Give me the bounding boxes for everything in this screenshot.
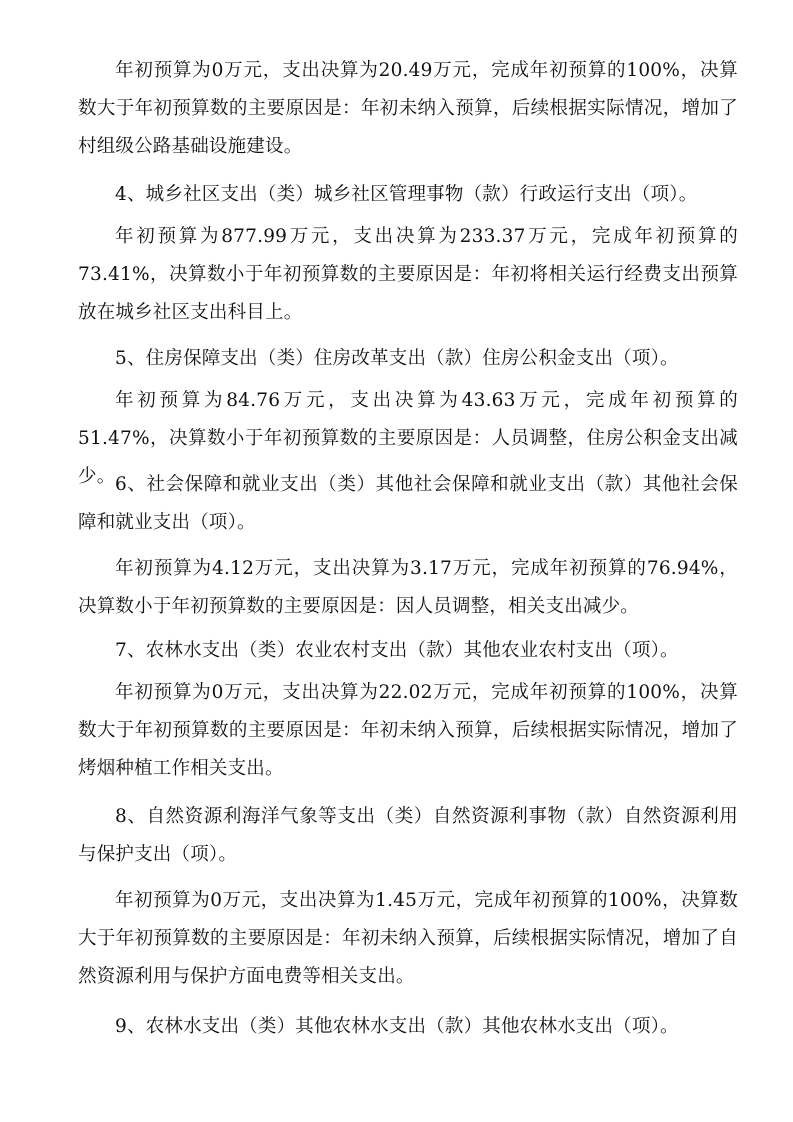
paragraph-road-construction-budget: 年初预算为0万元，支出决算为20.49万元，完成年初预算的100%，决算数大于年初预算数的主要原因是：年初未纳入预算，后续根据实际情况，增加了村组级公路基础设施建设。 bbox=[78, 60, 738, 157]
paragraph-urban-rural-budget: 年初预算为877.99万元，支出决算为233.37万元，完成年初预算的73.41%，决算数小于年初预算数的主要原因是：年初将相关运行经费支出预算放在城乡社区支出科目上。 bbox=[78, 226, 738, 323]
heading-urban-rural-community: 4、城乡社区支出（类）城乡社区管理事物（款）行政运行支出（项）。 bbox=[115, 184, 698, 205]
heading-housing-security: 5、住房保障支出（类）住房改革支出（款）住房公积金支出（项）。 bbox=[115, 348, 679, 369]
paragraph-housing-budget: 年初预算为84.76万元，支出决算为43.63万元，完成年初预算的51.47%，决算数小于年初预算数的主要原因是：人员调整，住房公积金支出减少。 bbox=[78, 390, 738, 487]
paragraph-agriculture-budget: 年初预算为0万元，支出决算为22.02万元，完成年初预算的100%，决算数大于年初预算数的主要原因是：年初未纳入预算，后续根据实际情况，增加了烤烟种植工作相关支出。 bbox=[78, 682, 738, 779]
heading-natural-resources: 8、自然资源利海洋气象等支出（类）自然资源利事物（款）自然资源利用与保护支出（项）。 bbox=[78, 806, 738, 865]
heading-social-security: 6、社会保障和就业支出（类）其他社会保障和就业支出（款）其他社会保障和就业支出（项）。 bbox=[78, 474, 738, 533]
paragraph-natural-resources-budget: 年初预算为0万元，支出决算为1.45万元，完成年初预算的100%，决算数大于年初预算数的主要原因是：年初未纳入预算，后续根据实际情况，增加了自然资源利用与保护方面电费等相关支出。 bbox=[78, 890, 738, 987]
heading-agriculture-other: 9、农林水支出（类）其他农林水支出（款）其他农林水支出（项）。 bbox=[115, 1016, 679, 1037]
paragraph-social-security-budget: 年初预算为4.12万元，支出决算为3.17万元，完成年初预算的76.94%，决算数小于年初预算数的主要原因是：因人员调整，相关支出减少。 bbox=[78, 558, 738, 617]
heading-agriculture-rural: 7、农林水支出（类）农业农村支出（款）其他农业农村支出（项）。 bbox=[115, 640, 679, 661]
